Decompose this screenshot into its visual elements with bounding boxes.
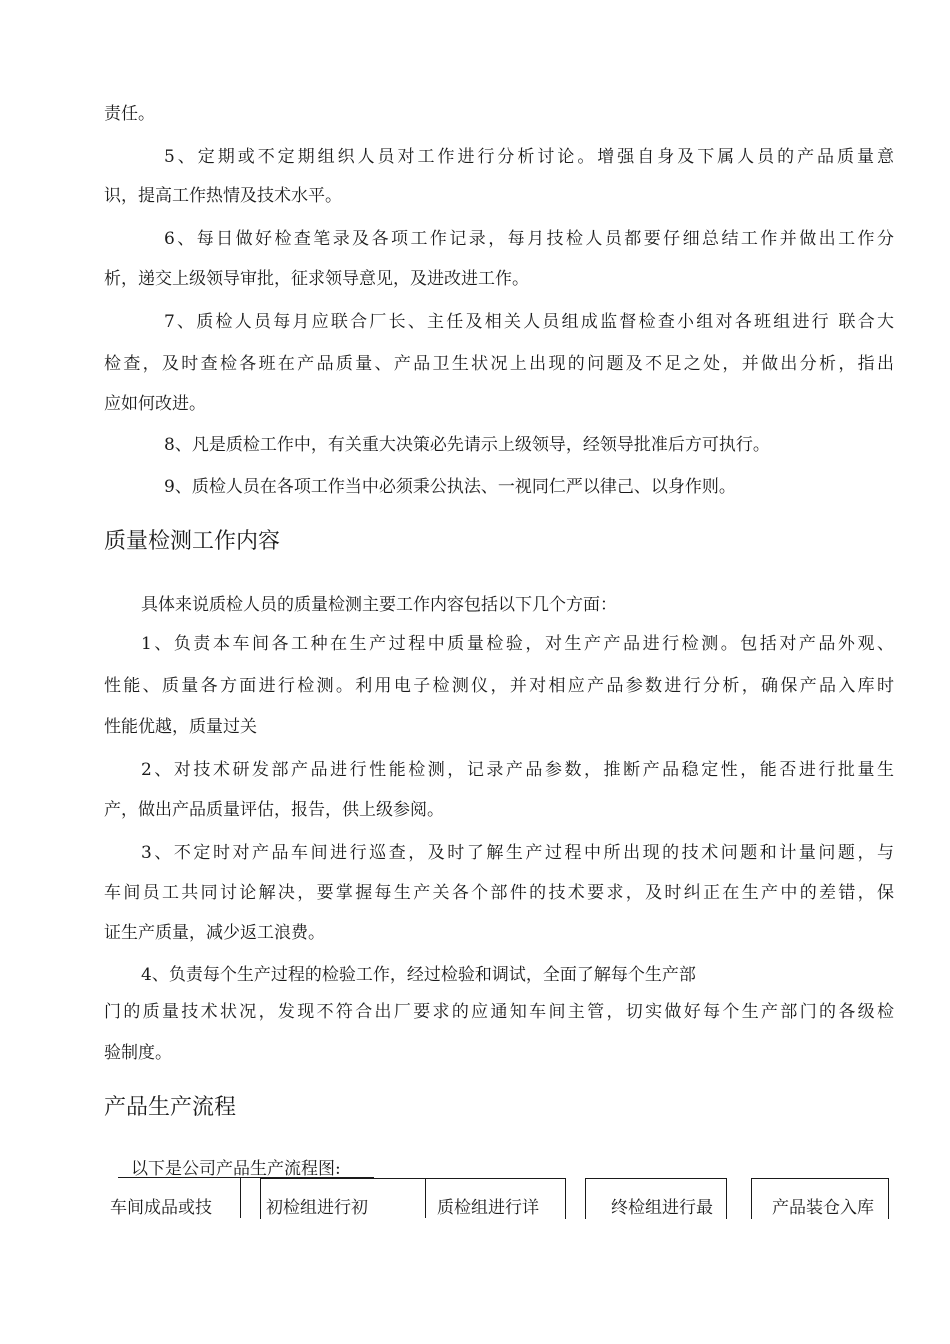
text-line: 3、不定时对产品车间进行巡查，及时了解生产过程中所出现的技术问题和计量问题，与 — [141, 843, 894, 863]
flow-step: 初检组进行初 — [266, 1198, 368, 1218]
text-line: 性能、质量各方面进行检测。利用电子检测仪，并对相应产品参数进行分析，确保产品入库时 — [104, 676, 894, 696]
text-line: 应如何改进。 — [104, 394, 206, 414]
flow-step: 终检组进行最 — [611, 1198, 713, 1218]
text-line: 产，做出产品质量评估，报告，供上级参阅。 — [104, 800, 444, 820]
section-heading: 质量检测工作内容 — [104, 529, 281, 554]
text-line: 证生产质量，减少返工浪费。 — [104, 923, 325, 943]
text-line: 验制度。 — [104, 1043, 172, 1063]
text-line: 析，递交上级领导审批，征求领导意见，及进改进工作。 — [104, 269, 529, 289]
text-line: 1、负责本车间各工种在生产过程中质量检验，对生产产品进行检测。包括对产品外观、 — [141, 634, 894, 654]
text-line: 9、质检人员在各项工作当中必须秉公执法、一视同仁严以律己、以身作则。 — [164, 477, 736, 497]
section-heading: 产品生产流程 — [104, 1095, 237, 1120]
text-line: 5、定期或不定期组织人员对工作进行分析讨论。增强自身及下属人员的产品质量意 — [164, 147, 894, 167]
text-line: 门的质量技术状况，发现不符合出厂要求的应通知车间主管，切实做好每个生产部门的各级检 — [104, 1002, 894, 1022]
text-line: 6、每日做好检查笔录及各项工作记录，每月技检人员都要仔细总结工作并做出工作分 — [164, 229, 894, 249]
flow-intro: 以下是公司产品生产流程图: — [131, 1159, 341, 1179]
text-line: 车间员工共同讨论解决，要掌握每生产关各个部件的技术要求，及时纠正在生产中的差错，保 — [104, 883, 894, 903]
text-line: 责任。 — [104, 104, 155, 124]
flow-step: 质检组进行详 — [437, 1198, 539, 1218]
flow-step: 产品装仓入库 — [772, 1198, 874, 1218]
text-line: 8、凡是质检工作中，有关重大决策必先请示上级领导，经领导批准后方可执行。 — [164, 435, 770, 455]
text-line: 具体来说质检人员的质量检测主要工作内容包括以下几个方面： — [141, 595, 617, 615]
text-line: 检查，及时查检各班在产品质量、产品卫生状况上出现的问题及不足之处，并做出分析，指出 — [104, 354, 894, 374]
text-line: 2、对技术研发部产品进行性能检测，记录产品参数，推断产品稳定性，能否进行批量生 — [141, 760, 894, 780]
flow-divider — [425, 1178, 426, 1218]
flow-step: 车间成品或技 — [110, 1198, 212, 1218]
text-line: 4、负责每个生产过程的检验工作，经过检验和调试，全面了解每个生产部 — [141, 965, 696, 985]
text-line: 7、质检人员每月应联合厂长、主任及相关人员组成监督检查小组对各班组进行 联合大 — [164, 312, 894, 332]
text-line: 识，提高工作热情及技术水平。 — [104, 186, 342, 206]
text-line: 性能优越，质量过关 — [104, 717, 257, 737]
